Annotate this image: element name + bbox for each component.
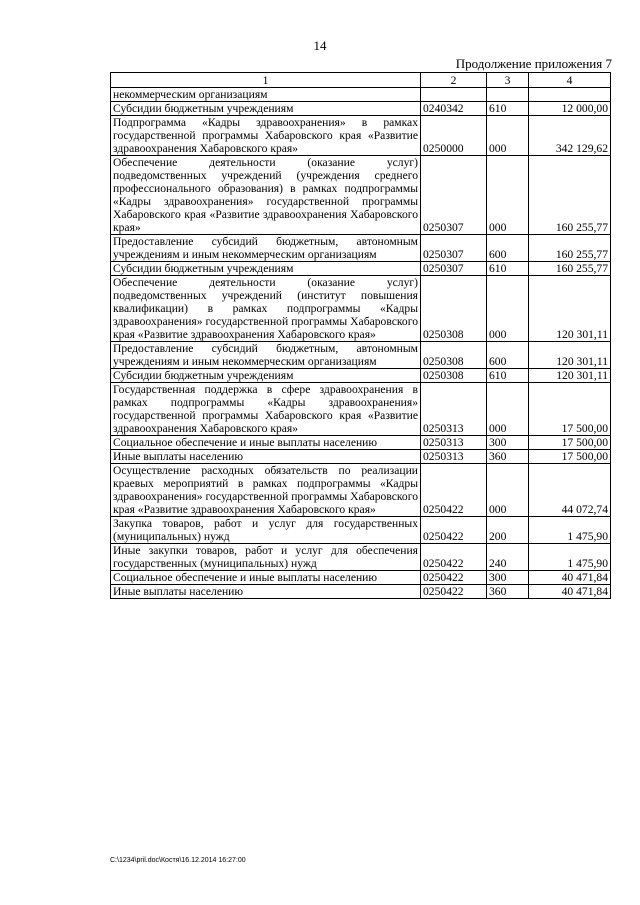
- row-type: 240: [487, 544, 529, 571]
- continuation-caption: Продолжение приложения 7: [455, 56, 612, 71]
- row-type: 600: [487, 342, 529, 369]
- page-number: 14: [313, 38, 327, 53]
- row-type: 300: [487, 571, 529, 585]
- table-row: [111, 342, 611, 369]
- table-row: [111, 464, 611, 517]
- row-code: 0250000: [421, 116, 487, 156]
- row-code: 0250307: [421, 235, 487, 262]
- row-name: некоммерческим организациям: [111, 88, 421, 102]
- table-body: [111, 73, 611, 599]
- row-code: [421, 88, 487, 102]
- header-col-2: 2: [421, 73, 487, 88]
- table-row: [111, 235, 611, 262]
- row-type: 300: [487, 436, 529, 450]
- budget-table: [110, 72, 611, 599]
- table-row: [111, 544, 611, 571]
- row-type: 000: [487, 116, 529, 156]
- table-row: [111, 383, 611, 436]
- row-name: Социальное обеспечение и иные выплаты населению: [111, 571, 421, 585]
- row-amount: 12 000,00: [529, 102, 611, 116]
- row-amount: 120 301,11: [529, 276, 611, 342]
- row-name: Обеспечение деятельности (оказание услуг) подведомственных учреждений (учреждения среднего профессионального образования) в рамках подпрограммы «Кадры здравоохранения» государственной программы Хабаровского края «Развитие здравоохранения Хабаровского края»: [111, 156, 421, 235]
- table-row: [111, 450, 611, 464]
- row-type: 000: [487, 156, 529, 235]
- row-code: 0250422: [421, 544, 487, 571]
- header-col-3: 3: [487, 73, 529, 88]
- row-amount: 40 471,84: [529, 585, 611, 599]
- row-name: Осуществление расходных обязательств по реализации краевых мероприятий в рамках подпрограммы «Кадры здравоохранения» государственной программы Хабаровского края «Развитие здравоохранения Хабаровского края»: [111, 464, 421, 517]
- row-code: 0250307: [421, 156, 487, 235]
- row-amount: 40 471,84: [529, 571, 611, 585]
- row-name: Обеспечение деятельности (оказание услуг) подведомственных учреждений (институт повышения квалификации) в рамках подпрограммы «Кадры здравоохранения» государственной программы Хабаровского края «Развитие здравоохранения Хабаровского края»: [111, 276, 421, 342]
- row-name: Предоставление субсидий бюджетным, автономным учреждениям и иным некоммерческим организациям: [111, 342, 421, 369]
- row-amount: [529, 88, 611, 102]
- row-code: 0250308: [421, 342, 487, 369]
- row-type: 200: [487, 517, 529, 544]
- table-row: [111, 116, 611, 156]
- table-row: [111, 585, 611, 599]
- row-code: 0250313: [421, 450, 487, 464]
- row-amount: 120 301,11: [529, 342, 611, 369]
- row-code: 0250313: [421, 383, 487, 436]
- row-amount: 160 255,77: [529, 235, 611, 262]
- row-name: Субсидии бюджетным учреждениям: [111, 369, 421, 383]
- row-name: Государственная поддержка в сфере здравоохранения в рамках подпрограммы «Кадры здравоохранения» государственной программы Хабаровского края «Развитие здравоохранения Хабаровского края»: [111, 383, 421, 436]
- row-type: 600: [487, 235, 529, 262]
- row-amount: 120 301,11: [529, 369, 611, 383]
- row-code: 0250422: [421, 571, 487, 585]
- row-type: 610: [487, 262, 529, 276]
- row-amount: 342 129,62: [529, 116, 611, 156]
- row-code: 0250308: [421, 369, 487, 383]
- row-type: 000: [487, 383, 529, 436]
- row-type: [487, 88, 529, 102]
- row-amount: 1 475,90: [529, 544, 611, 571]
- row-code: 0250422: [421, 585, 487, 599]
- table-row: [111, 262, 611, 276]
- table-row: [111, 517, 611, 544]
- table-row: [111, 276, 611, 342]
- header-col-4: 4: [529, 73, 611, 88]
- row-amount: 17 500,00: [529, 436, 611, 450]
- row-amount: 17 500,00: [529, 450, 611, 464]
- row-type: 000: [487, 464, 529, 517]
- row-code: 0250307: [421, 262, 487, 276]
- table-row: [111, 156, 611, 235]
- row-amount: 1 475,90: [529, 517, 611, 544]
- row-type: 360: [487, 450, 529, 464]
- table-row: [111, 571, 611, 585]
- row-code: 0250422: [421, 464, 487, 517]
- row-type: 610: [487, 369, 529, 383]
- table-row: [111, 102, 611, 116]
- row-amount: 44 072,74: [529, 464, 611, 517]
- table-header-row: [111, 73, 611, 88]
- row-name: Субсидии бюджетным учреждениям: [111, 262, 421, 276]
- row-code: 0250308: [421, 276, 487, 342]
- row-name: Иные закупки товаров, работ и услуг для обеспечения государственных (муниципальных) нужд: [111, 544, 421, 571]
- row-name: Социальное обеспечение и иные выплаты населению: [111, 436, 421, 450]
- row-code: 0250313: [421, 436, 487, 450]
- header-col-1: 1: [111, 73, 421, 88]
- row-name: Закупка товаров, работ и услуг для государственных (муниципальных) нужд: [111, 517, 421, 544]
- row-name: Подпрограмма «Кадры здравоохранения» в рамках государственной программы Хабаровского края «Развитие здравоохранения Хабаровского края»: [111, 116, 421, 156]
- table-row: [111, 436, 611, 450]
- row-amount: 160 255,77: [529, 262, 611, 276]
- row-name: Иные выплаты населению: [111, 585, 421, 599]
- table-row: [111, 88, 611, 102]
- row-type: 610: [487, 102, 529, 116]
- row-type: 000: [487, 276, 529, 342]
- row-amount: 17 500,00: [529, 383, 611, 436]
- row-code: 0240342: [421, 102, 487, 116]
- table-row: [111, 369, 611, 383]
- row-amount: 160 255,77: [529, 156, 611, 235]
- row-type: 360: [487, 585, 529, 599]
- row-code: 0250422: [421, 517, 487, 544]
- row-name: Иные выплаты населению: [111, 450, 421, 464]
- row-name: Субсидии бюджетным учреждениям: [111, 102, 421, 116]
- row-name: Предоставление субсидий бюджетным, автономным учреждениям и иным некоммерческим организациям: [111, 235, 421, 262]
- file-path-footer: C:\1234\pril.doc\Костя\16.12.2014 16:27:00: [110, 857, 246, 864]
